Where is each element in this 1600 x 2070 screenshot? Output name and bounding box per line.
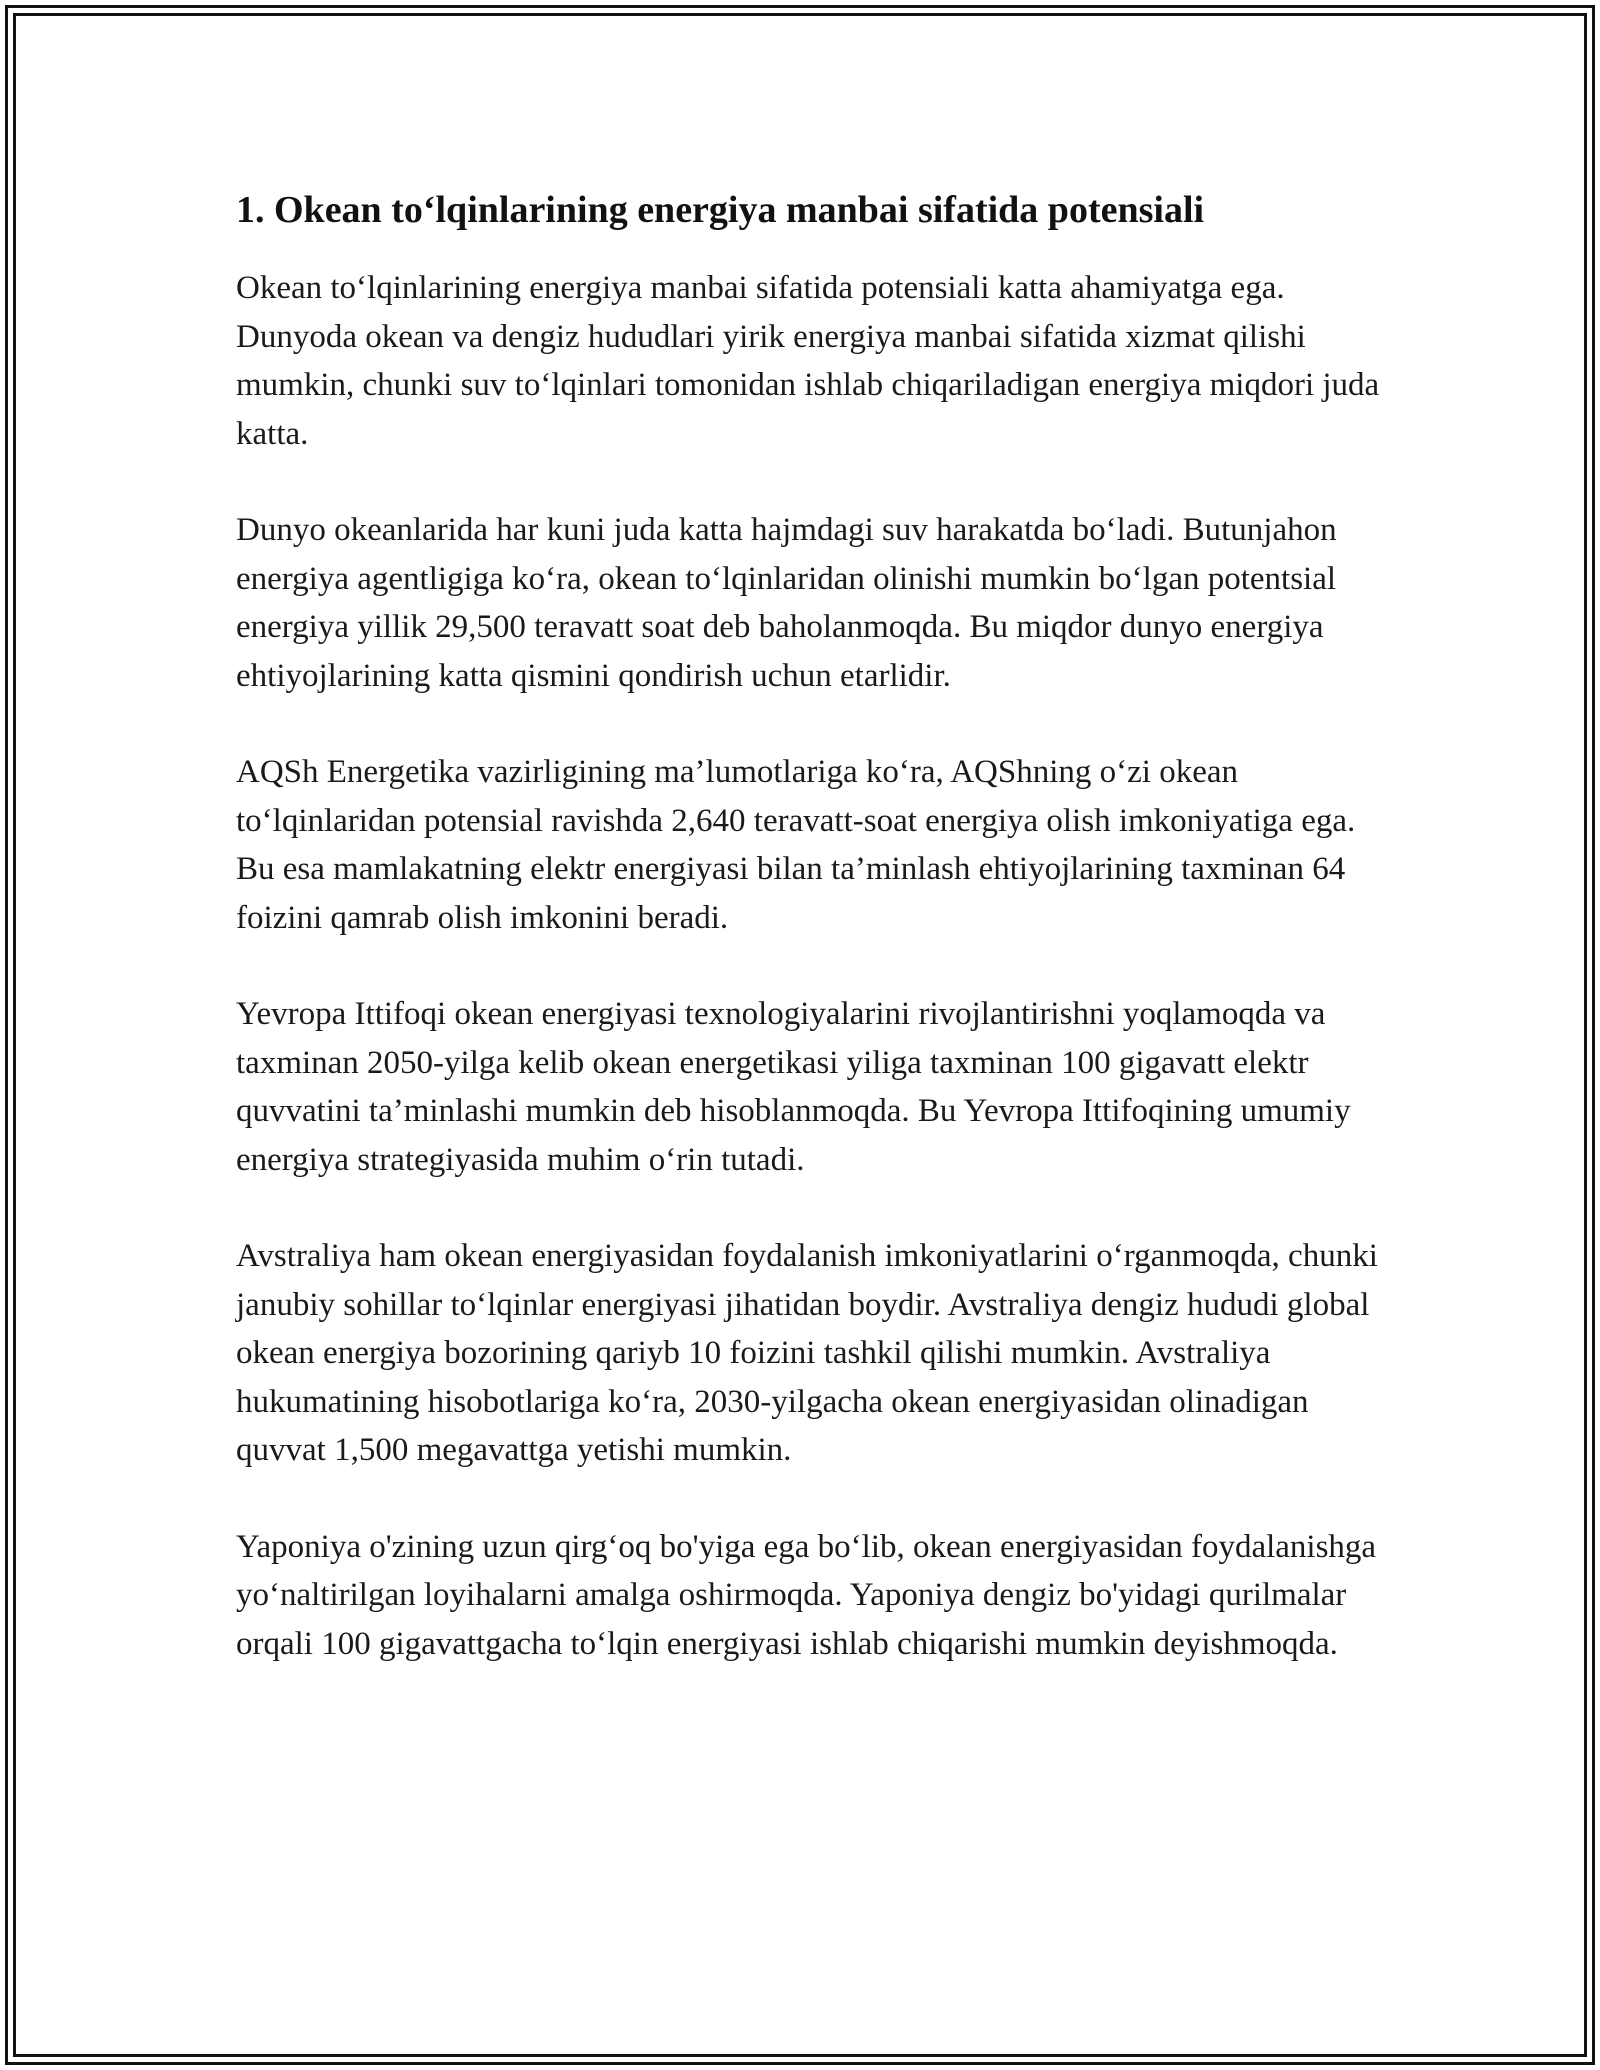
section-heading: 1. Okean to‘lqinlarining energiya manbai sifatida potensiali [236,189,1205,231]
paragraph-5: Avstraliya ham okean energiyasidan foydalanish imkoniyatlarini o‘rganmoqda, chunki janubiy sohillar to‘lqinlar energiyasi jihatidan boydir. Avstraliya dengiz hududi global okean energiya bozorining qariyb 10 foizini tashkil qilishi mumkin. Avstraliya hukumatining hisobotlariga ko‘ra, 2030-yilgacha okean energiyasidan olinadigan quvvat 1,500 megavattga yetishi mumkin. [236,1238,1378,1468]
paragraph-2: Dunyo okeanlarida har kuni juda katta hajmdagi suv harakatda bo‘ladi. Butunjahon energiya agentligiga ko‘ra, okean to‘lqinlaridan olinishi mumkin bo‘lgan potentsial energiya yillik 29,500 teravatt soat deb baholanmoqda. Bu miqdor dunyo energiya ehtiyojlarining katta qismini qondirish uchun etarlidir. [236,512,1337,694]
paragraph-4: Yevropa Ittifoqi okean energiyasi texnologiyalarini rivojlantirishni yoqlamoqda va taxminan 2050-yilga kelib okean energetikasi yiliga taxminan 100 gigavatt elektr quvvatini ta’minlashi mumkin deb hisoblanmoqda. Bu Yevropa Ittifoqining umumiy energiya strategiyasida muhim o‘rin tutadi. [236,996,1351,1178]
paragraph-1: Okean to‘lqinlarining energiya manbai sifatida potensiali katta ahamiyatga ega. Dunyoda okean va dengiz hududlari yirik energiya manbai sifatida xizmat qilishi mumkin, chunki suv to‘lqinlari tomonidan ishlab chiqariladigan energiya miqdori juda katta. [236,270,1380,452]
document-body [236,186,1396,1716]
paragraph-3: AQSh Energetika vazirligining ma’lumotlariga ko‘ra, AQShning o‘zi okean to‘lqinlaridan potensial ravishda 2,640 teravatt-soat energiya olish imkoniyatiga ega. Bu esa mamlakatning elektr energiyasi bilan ta’minlash ehtiyojlarining taxminan 64 foizini qamrab olish imkonini beradi. [236,754,1356,936]
paragraph-6: Yaponiya o'zining uzun qirg‘oq bo'yiga ega bo‘lib, okean energiyasidan foydalanishga yo‘naltirilgan loyihalarni amalga oshirmoqda. Yaponiya dengiz bo'yidagi qurilmalar orqali 100 gigavattgacha to‘lqin energiyasi ishlab chiqarishi mumkin deyishmoqda. [236,1528,1377,1662]
